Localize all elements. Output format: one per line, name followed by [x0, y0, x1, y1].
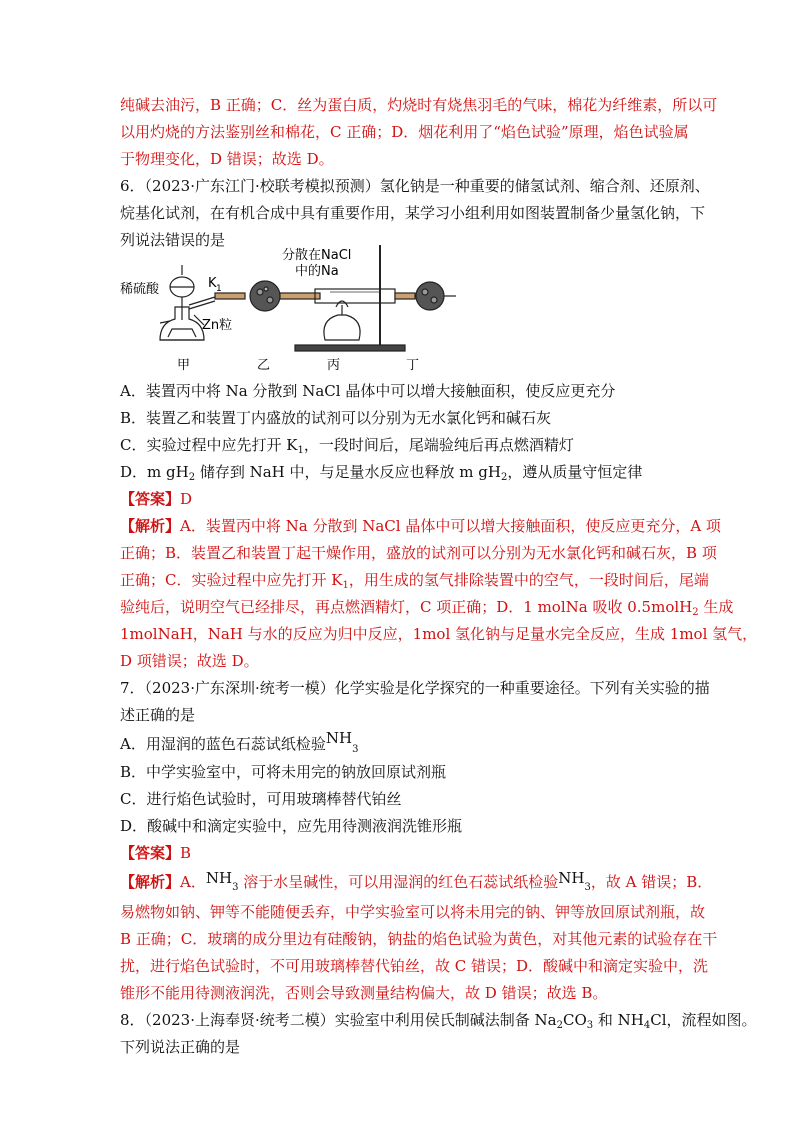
q7-option-d: D．酸碱中和滴定实验中，应先用待测液润洗锥形瓶: [120, 817, 463, 835]
q6-answer: 【答案】D: [120, 490, 193, 508]
label-ding: 丁: [406, 358, 420, 373]
label-bing: 丙: [327, 358, 341, 373]
label-k1-sub: 1: [216, 284, 222, 294]
q6-option-d: D．m $gH_2$ 储存到 NaH 中，与足量水反应也释放 m $gH_2$，遵从质量守恒定律: [120, 463, 643, 483]
q6-explanation-line-4: 验纯后，说明空气已经排尽，再点燃酒精灯，C 项正确；D．1 molNa 吸收 0.5molH$_2$ 生成: [120, 598, 734, 618]
q7-explanation-line-4: 扰，进行焰色试验时，不可用玻璃棒替代铂丝，故 C 错误；D．酸碱中和滴定实验中，洗: [120, 957, 709, 975]
label-na-2: 中的Na: [295, 264, 339, 279]
label-jia: 甲: [177, 358, 191, 373]
q7-option-a: A．用湿润的蓝色石蕊试纸检验$NH_3$: [120, 729, 359, 755]
q7-stem-line-2: 述正确的是: [120, 706, 196, 724]
q6-option-a: A．装置丙中将 Na 分散到 NaCl 晶体中可以增大接触面积，使反应更充分: [120, 382, 616, 400]
apparatus-ding: [416, 282, 456, 310]
q6-stem-line-3: 列说法错误的是: [120, 231, 226, 249]
q7-option-b: B．中学实验室中，可将未用完的钠放回原试剂瓶: [120, 763, 447, 781]
q6-stem-line-1: 6．（2023·广东江门·校联考模拟预测）氢化钠是一种重要的储氢试剂、缩合剂、还原剂、: [120, 177, 710, 195]
q8-stem-line-1: 8．（2023·上海奉贤·统考二模）实验室中利用侯氏制碱法制备 $Na_2CO_3$ 和 $NH_4Cl$，流程如图。: [120, 1011, 757, 1031]
q6-explanation-line-6: D 项错误；故选 D。: [120, 652, 259, 670]
q6-explanation-line-2: 正确；B．装置乙和装置丁起干燥作用，盛放的试剂可以分别为无水氯化钙和碱石灰，B 项: [120, 544, 717, 562]
q6-option-b: B．装置乙和装置丁内盛放的试剂可以分别为无水氯化钙和碱石灰: [120, 409, 552, 427]
q6-explanation-line-5: 1molNaH，NaH 与水的反应为归中反应，1mol 氢化钠与足量水完全反应，生成 1mol 氢气，: [120, 625, 758, 643]
label-zn: Zn粒: [202, 318, 233, 333]
label-na-1: 分散在NaCl: [282, 248, 352, 263]
apparatus-figure: [120, 245, 460, 375]
prev-explanation-line-2: 以用灼烧的方法鉴别丝和棉花，C 正确；D．烟花利用了“焰色试验”原理，焰色试验属: [120, 123, 689, 141]
q7-explanation-line-3: B 正确；C．玻璃的成分里边有硅酸钠，钠盐的焰色试验为黄色，对其他元素的试验存在干: [120, 930, 718, 948]
q6-explanation-line-3: 正确；C．实验过程中应先打开 $K_1$，用生成的氢气排除装置中的空气，一段时间后，尾端: [120, 571, 709, 591]
q6-option-c: C．实验过程中应先打开 $K_1$，一段时间后，尾端验纯后再点燃酒精灯: [120, 436, 574, 456]
q6-stem-line-2: 烷基化试剂，在有机合成中具有重要作用，某学习小组利用如图装置制备少量氢化钠，下: [120, 204, 706, 222]
label-acid: 稀硫酸: [120, 282, 160, 297]
label-k1: K: [208, 276, 217, 291]
q6-explanation-line-1: 【解析】A．装置丙中将 Na 分散到 NaCl 晶体中可以增大接触面积，使反应更充分，A 项: [120, 517, 721, 535]
q7-explanation-line-5: 锥形不能用待测液润洗，否则会导致测量结构偏大，故 D 错误；故选 B。: [120, 984, 608, 1002]
q7-option-c: C．进行焰色试验时，可用玻璃棒替代铂丝: [120, 790, 402, 808]
q8-stem-line-2: 下列说法正确的是: [120, 1038, 241, 1056]
prev-explanation-line-1: 纯碱去油污，B 正确；C．丝为蛋白质，灼烧时有烧焦羽毛的气味，棉花为纤维素，所以可: [120, 96, 718, 114]
q7-answer: 【答案】B: [120, 844, 192, 862]
q7-stem-line-1: 7．（2023·广东深圳·统考一模）化学实验是化学探究的一种重要途径。下列有关实验的描: [120, 679, 710, 697]
label-yi: 乙: [257, 358, 271, 373]
prev-explanation-line-3: 于物理变化，D 错误；故选 D。: [120, 150, 334, 168]
q7-explanation-line-2: 易燃物如钠、钾等不能随便丢弃，中学实验室可以将未用完的钠、钾等放回原试剂瓶，故: [120, 903, 706, 921]
q7-explanation-line-1: 【解析】A．$NH_3$ 溶于水呈碱性，可以用湿润的红色石蕊试纸检验$NH_3$，故 A 错误；B．: [120, 869, 713, 893]
apparatus-yi: [215, 281, 320, 311]
